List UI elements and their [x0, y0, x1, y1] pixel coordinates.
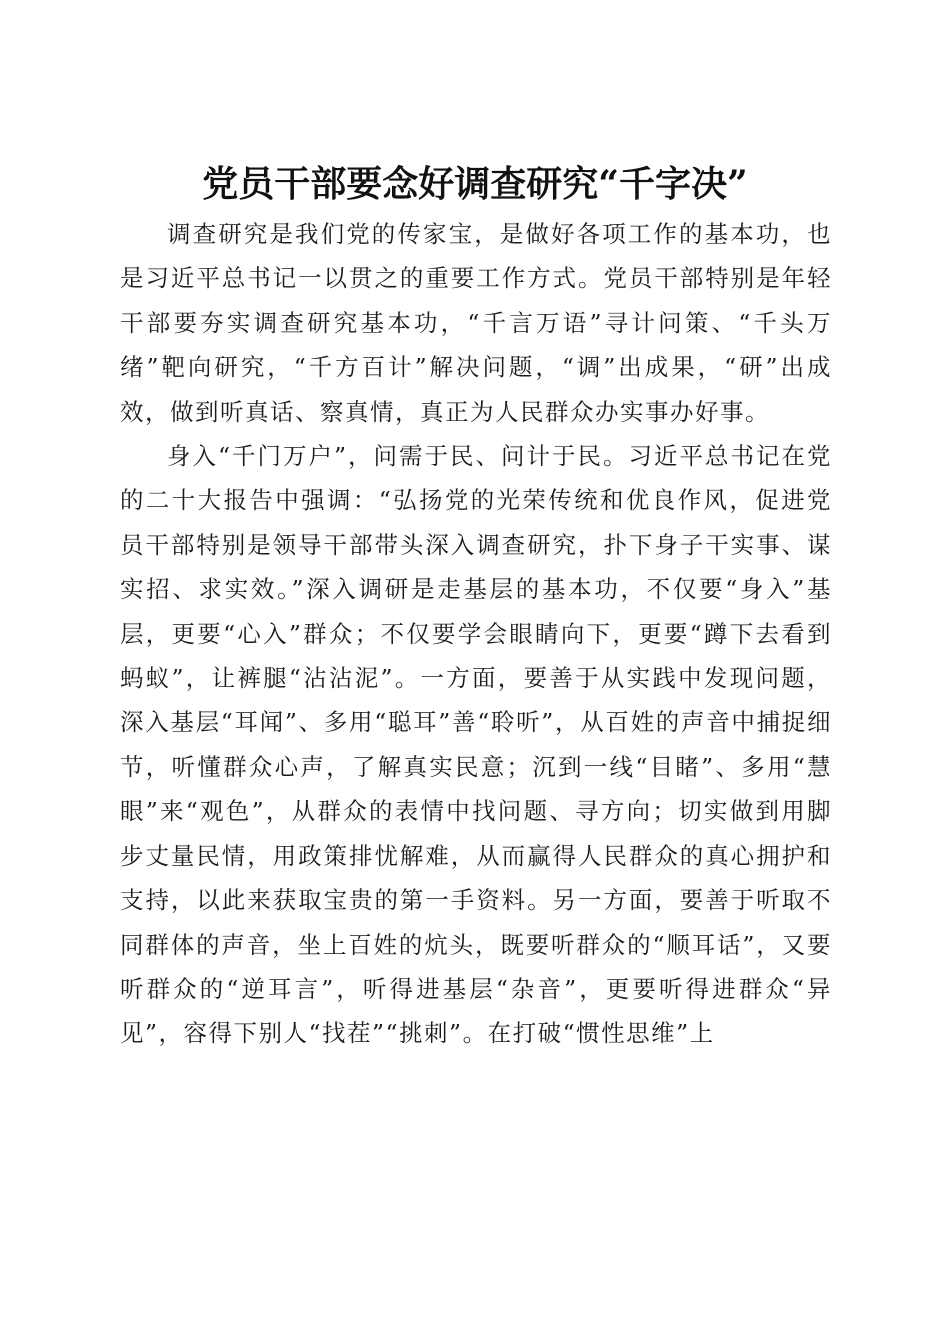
- document-title: 党员干部要念好调查研究“千字决”: [202, 163, 748, 206]
- paragraph-intro: 调查研究是我们党的传家宝，是做好各项工作的基本功，也是习近平总书记一以贯之的重要工作方式。党员干部特别是年轻干部要夯实调查研究基本功，“千言万语”寻计问策、“千头万绪”靶向研究，“千方百计”解决问题，“调”出成果，“研”出成效，做到听真话、察真情，真正为人民群众办实事办好事。: [120, 220, 832, 426]
- document-body: [120, 212, 832, 1056]
- paragraph-grassroots: 身入“千门万户”，问需于民、问计于民。习近平总书记在党的二十大报告中强调：“弘扬党的光荣传统和优良作风，促进党员干部特别是领导干部带头深入调查研究，扑下身子干实事、谋实招、求实效。”深入调研是走基层的基本功，不仅要“身入”基层，更要“心入”群众；不仅要学会眼睛向下，更要“蹲下去看到蚂蚁”，让裤腿“沾沾泥”。一方面，要善于从实践中发现问题，深入基层“耳闻”、多用“聪耳”善“聆听”，从百姓的声音中捕捉细节，听懂群众心声，了解真实民意；沉到一线“目睹”、多用“慧眼”来“观色”，从群众的表情中找问题、寻方向；切实做到用脚步丈量民情，用政策排忧解难，从而赢得人民群众的真心拥护和支持，以此来获取宝贵的第一手资料。另一方面，要善于听取不同群体的声音，坐上百姓的炕头，既要听群众的“顺耳话”，又要听群众的“逆耳言”，听得进基层“杂音”，更要听得进群众“异见”，容得下别人“找茬”“挑刺”。在打破“惯性思维”上: [120, 442, 832, 1048]
